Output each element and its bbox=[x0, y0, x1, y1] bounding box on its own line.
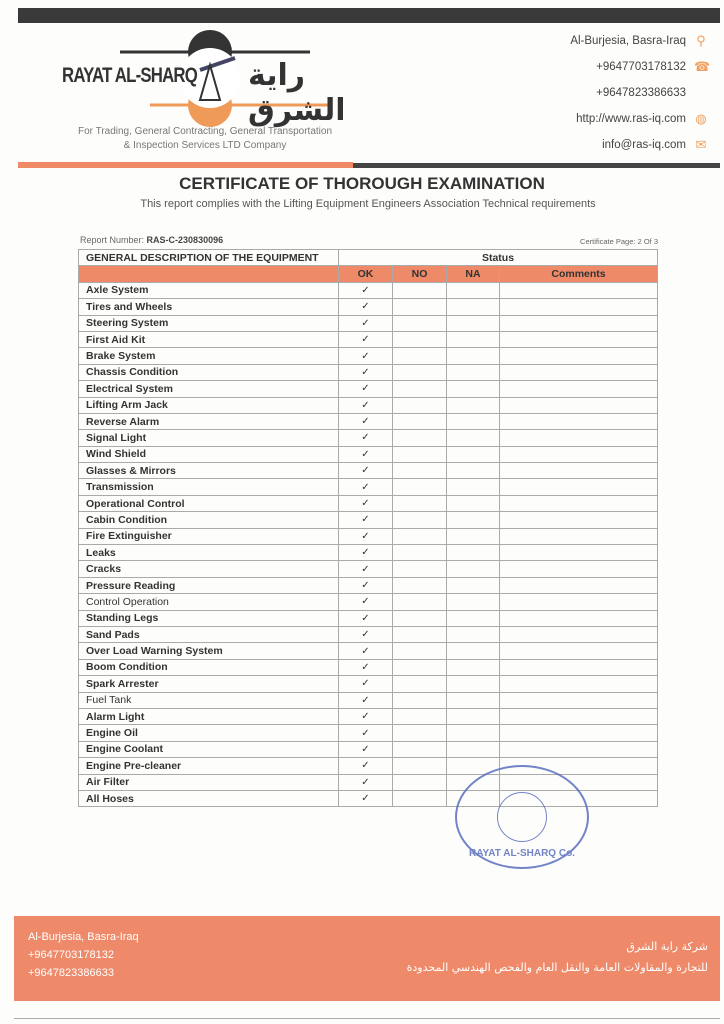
na-cell bbox=[447, 512, 500, 528]
ok-cell: ✓ bbox=[339, 790, 393, 806]
ok-cell: ✓ bbox=[339, 676, 393, 692]
comments-cell bbox=[500, 463, 658, 479]
item-name: Brake System bbox=[79, 348, 339, 364]
item-name: Over Load Warning System bbox=[79, 643, 339, 659]
comments-cell bbox=[500, 692, 658, 708]
na-cell bbox=[447, 282, 500, 298]
report-number-label: Report Number: bbox=[80, 235, 145, 245]
page-title: CERTIFICATE OF THOROUGH EXAMINATION bbox=[179, 174, 545, 193]
na-cell bbox=[447, 331, 500, 347]
no-cell bbox=[393, 594, 447, 610]
company-stamp bbox=[455, 765, 589, 869]
comments-cell bbox=[500, 364, 658, 380]
ok-cell: ✓ bbox=[339, 397, 393, 413]
ok-cell: ✓ bbox=[339, 315, 393, 331]
item-name: Engine Coolant bbox=[79, 741, 339, 757]
footer-company-ar: شركة راية الشرق bbox=[626, 940, 708, 953]
table-row bbox=[79, 479, 658, 495]
table-row bbox=[79, 725, 658, 741]
na-cell bbox=[447, 692, 500, 708]
no-cell bbox=[393, 774, 447, 790]
comments-cell bbox=[500, 659, 658, 675]
item-name: Alarm Light bbox=[79, 708, 339, 724]
table-row bbox=[79, 577, 658, 593]
no-cell bbox=[393, 299, 447, 315]
na-cell bbox=[447, 676, 500, 692]
item-name: Control Operation bbox=[79, 594, 339, 610]
footer bbox=[14, 916, 720, 1001]
table-row bbox=[79, 676, 658, 692]
footer-phone-1: +9647703178132 bbox=[28, 949, 114, 961]
report-number bbox=[80, 235, 223, 245]
col-ok: OK bbox=[339, 266, 393, 282]
table-row bbox=[79, 463, 658, 479]
comments-cell bbox=[500, 643, 658, 659]
na-cell bbox=[447, 643, 500, 659]
phone-2-text: +9647823386633 bbox=[596, 87, 686, 99]
comments-cell bbox=[500, 430, 658, 446]
company-tagline bbox=[50, 125, 360, 153]
no-cell bbox=[393, 692, 447, 708]
phone-icon: ☎ bbox=[694, 59, 711, 74]
table-row bbox=[79, 381, 658, 397]
comments-cell bbox=[500, 725, 658, 741]
na-cell bbox=[447, 495, 500, 511]
table-row bbox=[79, 758, 658, 774]
item-name: Axle System bbox=[79, 282, 339, 298]
footer-description-ar: للتجارة والمقاولات العامة والنقل العام والفحص الهندسي المحدودة bbox=[406, 961, 708, 974]
na-cell bbox=[447, 299, 500, 315]
comments-cell bbox=[500, 446, 658, 462]
no-cell bbox=[393, 463, 447, 479]
ok-cell: ✓ bbox=[339, 561, 393, 577]
no-cell bbox=[393, 758, 447, 774]
comments-cell bbox=[500, 413, 658, 429]
envelope-icon: ✉ bbox=[695, 137, 707, 152]
address-text: Al-Burjesia, Basra-Iraq bbox=[570, 35, 686, 47]
table-row bbox=[79, 708, 658, 724]
comments-cell bbox=[500, 348, 658, 364]
na-cell bbox=[447, 348, 500, 364]
status-header: Status bbox=[339, 250, 658, 266]
header-rule-orange bbox=[18, 162, 353, 168]
ok-cell: ✓ bbox=[339, 774, 393, 790]
no-cell bbox=[393, 381, 447, 397]
no-cell bbox=[393, 512, 447, 528]
ok-cell: ✓ bbox=[339, 331, 393, 347]
ok-cell: ✓ bbox=[339, 594, 393, 610]
table-row bbox=[79, 348, 658, 364]
header-rule-dark bbox=[353, 163, 720, 168]
ok-cell: ✓ bbox=[339, 708, 393, 724]
table-row bbox=[79, 512, 658, 528]
na-cell bbox=[447, 528, 500, 544]
na-cell bbox=[447, 446, 500, 462]
certificate-page-number: Certificate Page: 2 Of 3 bbox=[580, 237, 658, 246]
no-cell bbox=[393, 676, 447, 692]
comments-cell bbox=[500, 315, 658, 331]
ok-cell: ✓ bbox=[339, 282, 393, 298]
table-row bbox=[79, 545, 658, 561]
top-bar bbox=[18, 8, 720, 23]
item-name: Boom Condition bbox=[79, 659, 339, 675]
table-row bbox=[79, 331, 658, 347]
item-name: Operational Control bbox=[79, 495, 339, 511]
no-cell bbox=[393, 741, 447, 757]
item-name: Wind Shield bbox=[79, 446, 339, 462]
item-name: Leaks bbox=[79, 545, 339, 561]
ok-cell: ✓ bbox=[339, 626, 393, 642]
item-name: Glasses & Mirrors bbox=[79, 463, 339, 479]
table-row bbox=[79, 610, 658, 626]
table-row bbox=[79, 594, 658, 610]
ok-cell: ✓ bbox=[339, 512, 393, 528]
comments-cell bbox=[500, 561, 658, 577]
item-name: All Hoses bbox=[79, 790, 339, 806]
ok-cell: ✓ bbox=[339, 545, 393, 561]
tagline-line-2: & Inspection Services LTD Company bbox=[123, 140, 287, 151]
ok-cell: ✓ bbox=[339, 479, 393, 495]
na-cell bbox=[447, 561, 500, 577]
ok-cell: ✓ bbox=[339, 758, 393, 774]
no-cell bbox=[393, 430, 447, 446]
table-row bbox=[79, 659, 658, 675]
header-contacts bbox=[570, 28, 711, 158]
no-cell bbox=[393, 561, 447, 577]
table-row bbox=[79, 397, 658, 413]
na-cell bbox=[447, 381, 500, 397]
no-cell bbox=[393, 659, 447, 675]
ok-cell: ✓ bbox=[339, 643, 393, 659]
comments-cell bbox=[500, 479, 658, 495]
item-name: Lifting Arm Jack bbox=[79, 397, 339, 413]
comments-cell bbox=[500, 545, 658, 561]
item-name: Tires and Wheels bbox=[79, 299, 339, 315]
ok-cell: ✓ bbox=[339, 413, 393, 429]
na-cell bbox=[447, 315, 500, 331]
item-name: Air Filter bbox=[79, 774, 339, 790]
stamp-emblem-icon bbox=[497, 792, 547, 842]
item-name: Engine Oil bbox=[79, 725, 339, 741]
no-cell bbox=[393, 626, 447, 642]
comments-cell bbox=[500, 610, 658, 626]
ok-cell: ✓ bbox=[339, 577, 393, 593]
no-cell bbox=[393, 545, 447, 561]
ok-cell: ✓ bbox=[339, 692, 393, 708]
comments-cell bbox=[500, 381, 658, 397]
na-cell bbox=[447, 413, 500, 429]
company-logo bbox=[60, 30, 360, 130]
ok-cell: ✓ bbox=[339, 463, 393, 479]
na-cell bbox=[447, 479, 500, 495]
na-cell bbox=[447, 626, 500, 642]
ok-cell: ✓ bbox=[339, 725, 393, 741]
na-cell bbox=[447, 397, 500, 413]
na-cell bbox=[447, 594, 500, 610]
table-row bbox=[79, 315, 658, 331]
no-cell bbox=[393, 282, 447, 298]
location-pin-icon: ⚲ bbox=[696, 33, 706, 48]
tagline-line-1: For Trading, General Contracting, General Transportation bbox=[77, 126, 333, 137]
no-cell bbox=[393, 528, 447, 544]
item-name: Standing Legs bbox=[79, 610, 339, 626]
no-cell bbox=[393, 348, 447, 364]
table-row bbox=[79, 364, 658, 380]
table-row bbox=[79, 299, 658, 315]
col-comments: Comments bbox=[500, 266, 658, 282]
no-cell bbox=[393, 397, 447, 413]
comments-cell bbox=[500, 676, 658, 692]
na-cell bbox=[447, 545, 500, 561]
comments-cell bbox=[500, 299, 658, 315]
table-row bbox=[79, 495, 658, 511]
website-link[interactable]: http://www.ras-iq.com bbox=[576, 113, 686, 125]
no-cell bbox=[393, 643, 447, 659]
item-name: Fuel Tank bbox=[79, 692, 339, 708]
footer-phone-2: +9647823386633 bbox=[28, 967, 114, 979]
bottom-rule bbox=[14, 1018, 720, 1019]
col-na: NA bbox=[447, 266, 500, 282]
no-cell bbox=[393, 790, 447, 806]
no-cell bbox=[393, 610, 447, 626]
na-cell bbox=[447, 741, 500, 757]
comments-cell bbox=[500, 331, 658, 347]
item-name: Electrical System bbox=[79, 381, 339, 397]
no-cell bbox=[393, 364, 447, 380]
table-row bbox=[79, 282, 658, 298]
na-cell bbox=[447, 659, 500, 675]
item-name: Engine Pre-cleaner bbox=[79, 758, 339, 774]
comments-cell bbox=[500, 594, 658, 610]
page-subtitle: This report complies with the Lifting Equipment Engineers Association Technical requirements bbox=[140, 198, 596, 210]
report-number-value: RAS-C-230830096 bbox=[146, 235, 224, 245]
table-row bbox=[79, 643, 658, 659]
phone-1-text: +9647703178132 bbox=[596, 61, 686, 73]
item-name: Pressure Reading bbox=[79, 577, 339, 593]
item-name: Spark Arrester bbox=[79, 676, 339, 692]
ok-cell: ✓ bbox=[339, 528, 393, 544]
table-row bbox=[79, 626, 658, 642]
table-row bbox=[79, 741, 658, 757]
no-cell bbox=[393, 446, 447, 462]
comments-cell bbox=[500, 495, 658, 511]
ok-cell: ✓ bbox=[339, 741, 393, 757]
comments-cell bbox=[500, 512, 658, 528]
no-cell bbox=[393, 725, 447, 741]
orange-header-blank bbox=[79, 266, 339, 282]
item-name: Transmission bbox=[79, 479, 339, 495]
equipment-table bbox=[78, 249, 658, 807]
ok-cell: ✓ bbox=[339, 495, 393, 511]
na-cell bbox=[447, 610, 500, 626]
no-cell bbox=[393, 495, 447, 511]
ok-cell: ✓ bbox=[339, 348, 393, 364]
table-row bbox=[79, 413, 658, 429]
ok-cell: ✓ bbox=[339, 659, 393, 675]
comments-cell bbox=[500, 708, 658, 724]
comments-cell bbox=[500, 577, 658, 593]
logo-text-en: RAYAT AL-SHARQ bbox=[62, 64, 198, 87]
item-name: Steering System bbox=[79, 315, 339, 331]
globe-icon: ◍ bbox=[695, 111, 707, 126]
no-cell bbox=[393, 577, 447, 593]
table-row bbox=[79, 528, 658, 544]
no-cell bbox=[393, 708, 447, 724]
item-name: Chassis Condition bbox=[79, 364, 339, 380]
no-cell bbox=[393, 331, 447, 347]
table-row bbox=[79, 561, 658, 577]
footer-address: Al-Burjesia, Basra-Iraq bbox=[28, 931, 139, 943]
ok-cell: ✓ bbox=[339, 610, 393, 626]
comments-cell bbox=[500, 282, 658, 298]
ok-cell: ✓ bbox=[339, 364, 393, 380]
stamp-text: RAYAT AL-SHARQ Co. bbox=[469, 848, 575, 859]
section-header: GENERAL DESCRIPTION OF THE EQUIPMENT bbox=[79, 250, 339, 266]
ok-cell: ✓ bbox=[339, 446, 393, 462]
table-row bbox=[79, 446, 658, 462]
comments-cell bbox=[500, 397, 658, 413]
item-name: Cabin Condition bbox=[79, 512, 339, 528]
comments-cell bbox=[500, 741, 658, 757]
no-cell bbox=[393, 479, 447, 495]
item-name: Fire Extinguisher bbox=[79, 528, 339, 544]
na-cell bbox=[447, 364, 500, 380]
no-cell bbox=[393, 413, 447, 429]
comments-cell bbox=[500, 528, 658, 544]
na-cell bbox=[447, 725, 500, 741]
ok-cell: ✓ bbox=[339, 299, 393, 315]
item-name: Sand Pads bbox=[79, 626, 339, 642]
ok-cell: ✓ bbox=[339, 430, 393, 446]
item-name: Reverse Alarm bbox=[79, 413, 339, 429]
na-cell bbox=[447, 430, 500, 446]
logo-text-ar: راية الشرق bbox=[248, 58, 346, 128]
item-name: Signal Light bbox=[79, 430, 339, 446]
no-cell bbox=[393, 315, 447, 331]
na-cell bbox=[447, 577, 500, 593]
email-link[interactable]: info@ras-iq.com bbox=[602, 139, 686, 151]
item-name: Cracks bbox=[79, 561, 339, 577]
na-cell bbox=[447, 463, 500, 479]
table-row bbox=[79, 430, 658, 446]
na-cell bbox=[447, 708, 500, 724]
table-row bbox=[79, 692, 658, 708]
col-no: NO bbox=[393, 266, 447, 282]
comments-cell bbox=[500, 626, 658, 642]
item-name: First Aid Kit bbox=[79, 331, 339, 347]
ok-cell: ✓ bbox=[339, 381, 393, 397]
